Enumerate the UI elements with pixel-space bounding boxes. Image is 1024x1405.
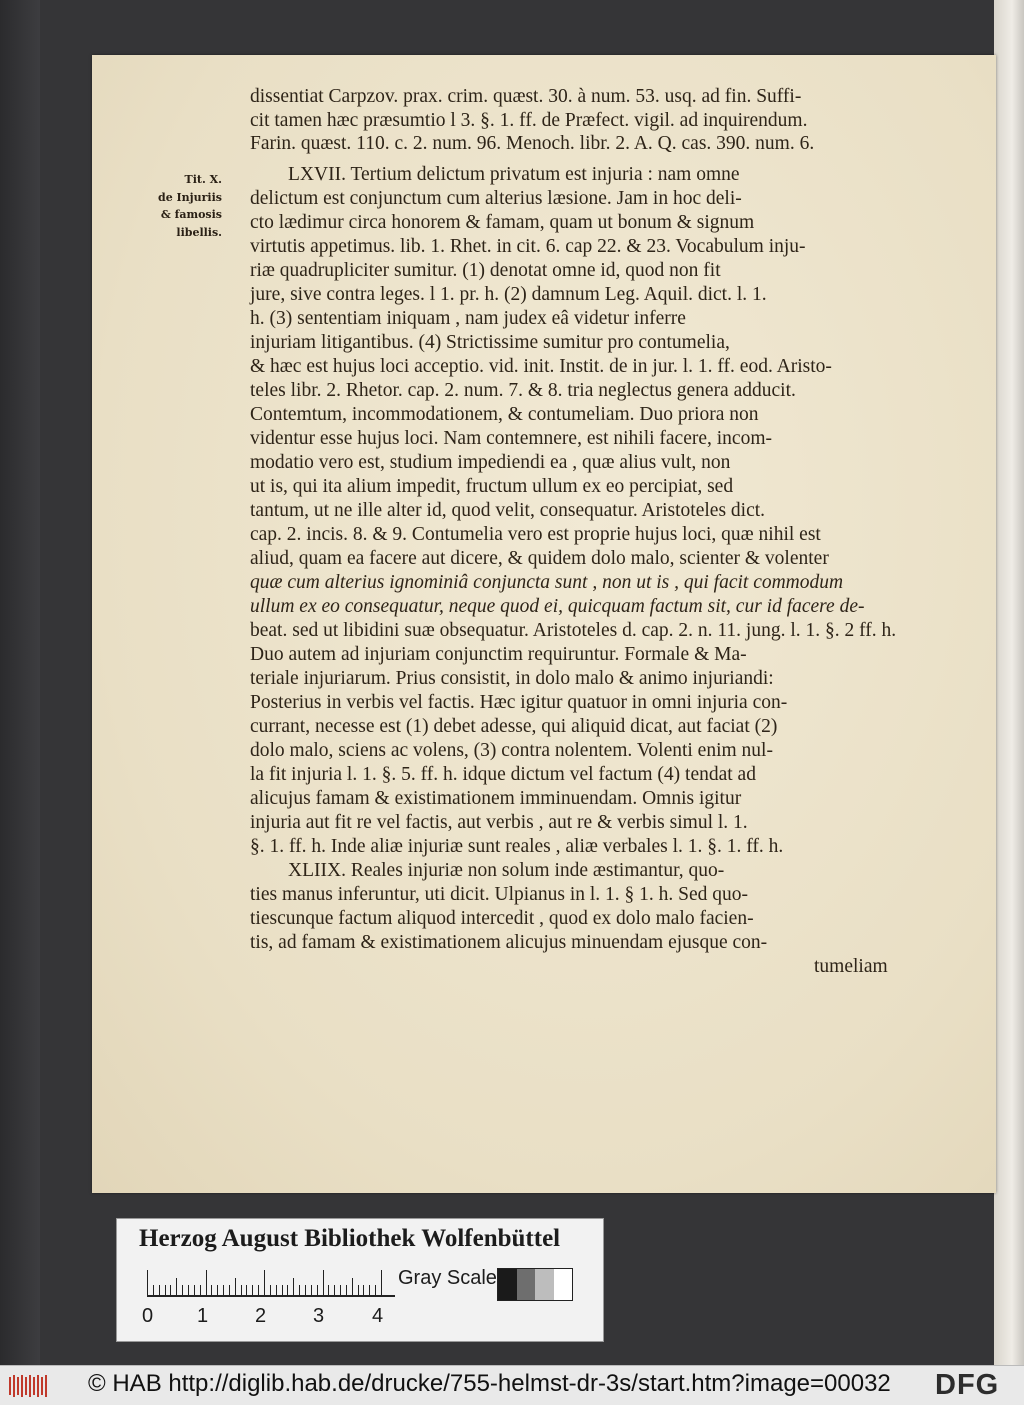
color-reference-card xyxy=(116,1218,604,1342)
text-line: & hæc est hujus loci acceptio. vid. init. Instit. de in jur. l. 1. ff. eod. Aristo- xyxy=(250,356,832,377)
text-line: cto lædimur circa honorem & famam, quam ut bonum & signum xyxy=(250,212,755,233)
text-line: Contemtum, incommodationem, & contumeliam. Duo priora non xyxy=(250,404,759,425)
book-page xyxy=(92,55,996,1193)
text-line: teriale injuriarum. Prius consistit, in dolo malo & animo injuriandi: xyxy=(250,668,774,689)
text-line: jure, sive contra leges. l 1. pr. h. (2) damnum Leg. Aquil. dict. l. 1. xyxy=(250,284,767,305)
ruler-ticks xyxy=(147,1269,397,1296)
margin-note xyxy=(132,171,222,241)
margin-note-line: Tit. X. xyxy=(184,173,222,186)
scan-edge xyxy=(0,0,40,1365)
ruler-number: 1 xyxy=(197,1305,209,1327)
text-line: alicujus famam & existimationem imminuendam. Omnis igitur xyxy=(250,788,742,809)
ruler-number: 0 xyxy=(142,1305,154,1327)
footer-bar xyxy=(0,1365,1024,1405)
ruler-tick xyxy=(352,1278,353,1296)
text-line: Farin. quæst. 110. c. 2. num. 96. Menoch. libr. 2. A. Q. cas. 390. num. 6. xyxy=(250,133,815,154)
gray-swatch xyxy=(498,1269,517,1300)
text-line: quæ cum alterius ignominiâ conjuncta sunt , non ut is , qui facit commodum xyxy=(250,572,844,593)
text-line: cap. 2. incis. 8. & 9. Contumelia vero est proprie hujus loci, quæ nihil est xyxy=(250,524,821,545)
text-line: tiescunque factum aliquod intercedit , quod ex dolo malo facien- xyxy=(250,908,754,929)
text-line: modatio vero est, studium impediendi ea , quæ alius vult, non xyxy=(250,452,731,473)
ruler-tick xyxy=(264,1270,265,1296)
text-line: XLIIX. Reales injuriæ non solum inde æstimantur, quo- xyxy=(288,860,725,881)
text-line: la fit injuria l. 1. §. 5. ff. h. idque dictum vel factum (4) tendat ad xyxy=(250,764,756,785)
margin-note-line: libellis. xyxy=(176,225,222,239)
text-line: h. (3) sententiam iniquam , nam judex eâ videtur inferre xyxy=(250,308,686,329)
text-line: beat. sed ut libidini suæ obsequatur. Aristoteles d. cap. 2. n. 11. jung. l. 1. §. 2 ff. h. xyxy=(250,620,897,641)
text-line: Duo autem ad injuriam conjunctim requiruntur. Formale & Ma- xyxy=(250,644,747,665)
ruler-tick xyxy=(323,1270,324,1296)
ruler-number: 3 xyxy=(313,1305,325,1327)
ruler-baseline xyxy=(147,1295,395,1297)
gray-swatch xyxy=(554,1269,573,1300)
gray-swatch xyxy=(517,1269,536,1300)
gray-swatch xyxy=(535,1269,554,1300)
text-line: ullum ex eo consequatur, neque quod ei, quicquam factum sit, cur id facere de- xyxy=(250,596,865,617)
text-line: dolo malo, sciens ac volens, (3) contra nolentem. Volenti enim nul- xyxy=(250,740,773,761)
margin-note-line: de Injuriis xyxy=(158,190,222,204)
ruler-number: 4 xyxy=(372,1305,384,1327)
text-line: tis, ad famam & existimationem alicujus minuendam ejusque con- xyxy=(250,932,768,953)
ruler-tick xyxy=(147,1270,148,1296)
text-line: riæ quadrupliciter sumitur. (1) denotat omne id, quod non fit xyxy=(250,260,721,281)
margin-note-line: & famosis xyxy=(160,208,222,221)
text-line: injuriam litigantibus. (4) Strictissime sumitur pro contumelia, xyxy=(250,332,730,353)
text-line catchword: tumeliam xyxy=(814,956,888,977)
text-line: cit tamen hæc præsumtio l 3. §. 1. ff. de Præfect. vigil. ad inquirendum. xyxy=(250,110,808,131)
text-line: ties manus inferuntur, uti dicit. Ulpianus in l. 1. § 1. h. Sed quo- xyxy=(250,884,749,905)
book-edge-strip xyxy=(994,0,1024,1365)
ruler-tick xyxy=(381,1270,382,1296)
hab-logo-icon xyxy=(8,1373,48,1399)
text-line: ut is, qui ita alium impedit, fructum ullum ex eo percipiat, sed xyxy=(250,476,734,497)
ruler-tick xyxy=(176,1278,177,1296)
text-line: delictum est conjunctum cum alterius læsione. Jam in hoc deli- xyxy=(250,188,742,209)
text-line: injuria aut fit re vel factis, aut verbis , aut re & verbis simul l. 1. xyxy=(250,812,748,833)
text-line: §. 1. ff. h. Inde aliæ injuriæ sunt reales , aliæ verbales l. 1. §. 1. ff. h. xyxy=(250,836,784,857)
source-url-link[interactable]: © HAB http://diglib.hab.de/drucke/755-helmst-dr-3s/start.htm?image=00032 xyxy=(88,1370,891,1397)
text-line: LXVII. Tertium delictum privatum est injuria : nam omne xyxy=(288,164,740,185)
text-line: Posterius in verbis vel factis. Hæc igitur quatuor in omni injuria con- xyxy=(250,692,788,713)
ruler-tick xyxy=(206,1270,207,1296)
library-name: Herzog August Bibliothek Wolfenbüttel xyxy=(139,1225,561,1252)
ruler-number: 2 xyxy=(255,1305,267,1327)
text-line: currant, necesse est (1) debet adesse, qui aliquid dicat, aut faciat (2) xyxy=(250,716,778,737)
text-line: aliud, quam ea facere aut dicere, & quidem dolo malo, scienter & volenter xyxy=(250,548,829,569)
text-line: dissentiat Carpzov. prax. crim. quæst. 30. à num. 53. usq. ad fin. Suffi- xyxy=(250,86,802,107)
gray-scale-swatches xyxy=(497,1268,573,1301)
text-line: videntur esse hujus loci. Nam contemnere, est nihili facere, incom- xyxy=(250,428,772,449)
gray-scale-label: Gray Scale xyxy=(398,1267,497,1289)
ruler-tick xyxy=(293,1278,294,1296)
text-line: tantum, ut ne ille alter id, quod velit, consequatur. Aristoteles dict. xyxy=(250,500,766,521)
text-line: virtutis appetimus. lib. 1. Rhet. in cit. 6. cap 22. & 23. Vocabulum inju- xyxy=(250,236,806,257)
text-line: teles libr. 2. Rhetor. cap. 2. num. 7. & 8. tria neglectus genera adducit. xyxy=(250,380,796,401)
dfg-logo: DFG xyxy=(935,1369,1000,1401)
ruler-tick xyxy=(235,1278,236,1296)
